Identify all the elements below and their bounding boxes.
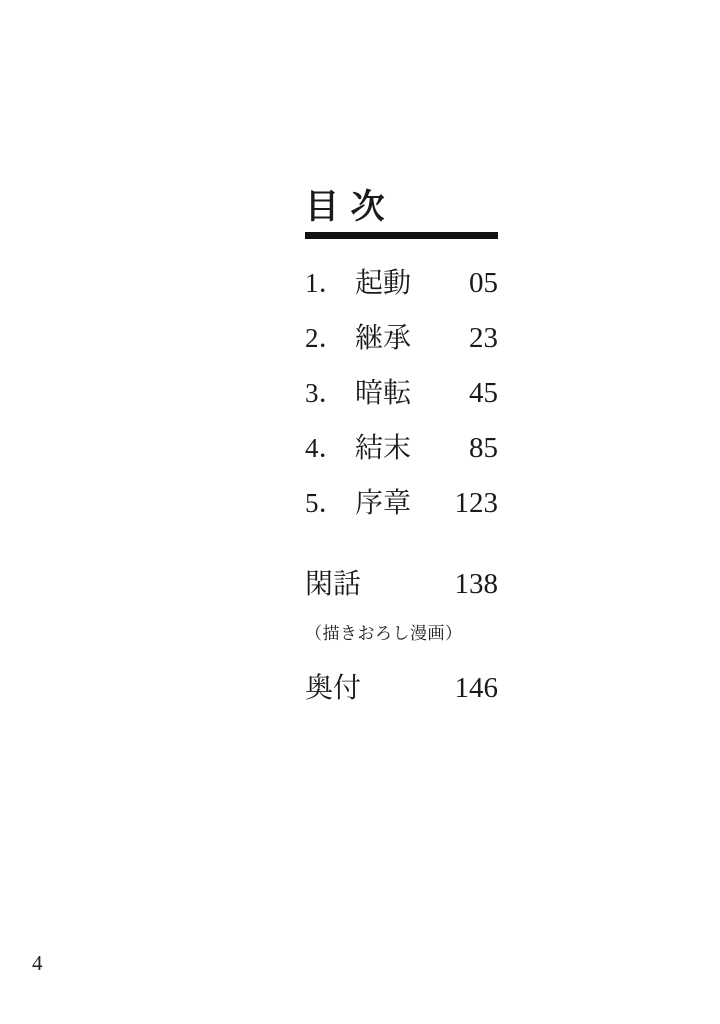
- chapter-number: 5．: [305, 488, 346, 518]
- chapter-label: [305, 488, 411, 518]
- toc-entry: [305, 323, 498, 353]
- extra-page: 138: [454, 568, 498, 600]
- chapter-title: 序章: [355, 487, 412, 518]
- toc-entry: [305, 433, 498, 463]
- chapter-label: [305, 433, 411, 463]
- chapter-label: [305, 323, 411, 353]
- toc-entry-okuzuke: [305, 673, 498, 703]
- toc-entry: [305, 268, 498, 298]
- chapter-label: [305, 268, 411, 298]
- extra-note: （描きおろし漫画）: [305, 624, 463, 643]
- chapter-title: 継承: [355, 322, 412, 353]
- chapter-page: 23: [469, 322, 498, 354]
- chapter-title: 暗転: [355, 377, 412, 408]
- toc-entry-kanwa: [305, 569, 498, 599]
- page-number: 4: [32, 951, 43, 975]
- title-underline: [305, 232, 498, 239]
- chapter-title: 結末: [355, 432, 412, 463]
- extra-title: 奥付: [305, 672, 362, 703]
- toc-block: [305, 189, 498, 703]
- toc-entry: [305, 378, 498, 408]
- chapter-page: 123: [454, 487, 498, 519]
- chapter-list: [305, 268, 498, 518]
- chapter-title: 起動: [355, 267, 412, 298]
- extras-list: [305, 569, 498, 703]
- chapter-page: 85: [469, 432, 498, 464]
- extra-page: 146: [454, 672, 498, 704]
- chapter-page: 45: [469, 377, 498, 409]
- chapter-number: 1．: [305, 268, 346, 298]
- chapter-number: 4．: [305, 433, 346, 463]
- chapter-page: 05: [469, 267, 498, 299]
- toc-entry: [305, 488, 498, 518]
- chapter-label: [305, 378, 411, 408]
- chapter-number: 3．: [305, 378, 346, 408]
- extra-title: 閑話: [305, 568, 362, 599]
- page-title: 目 次: [305, 188, 386, 226]
- chapter-number: 2．: [305, 323, 346, 353]
